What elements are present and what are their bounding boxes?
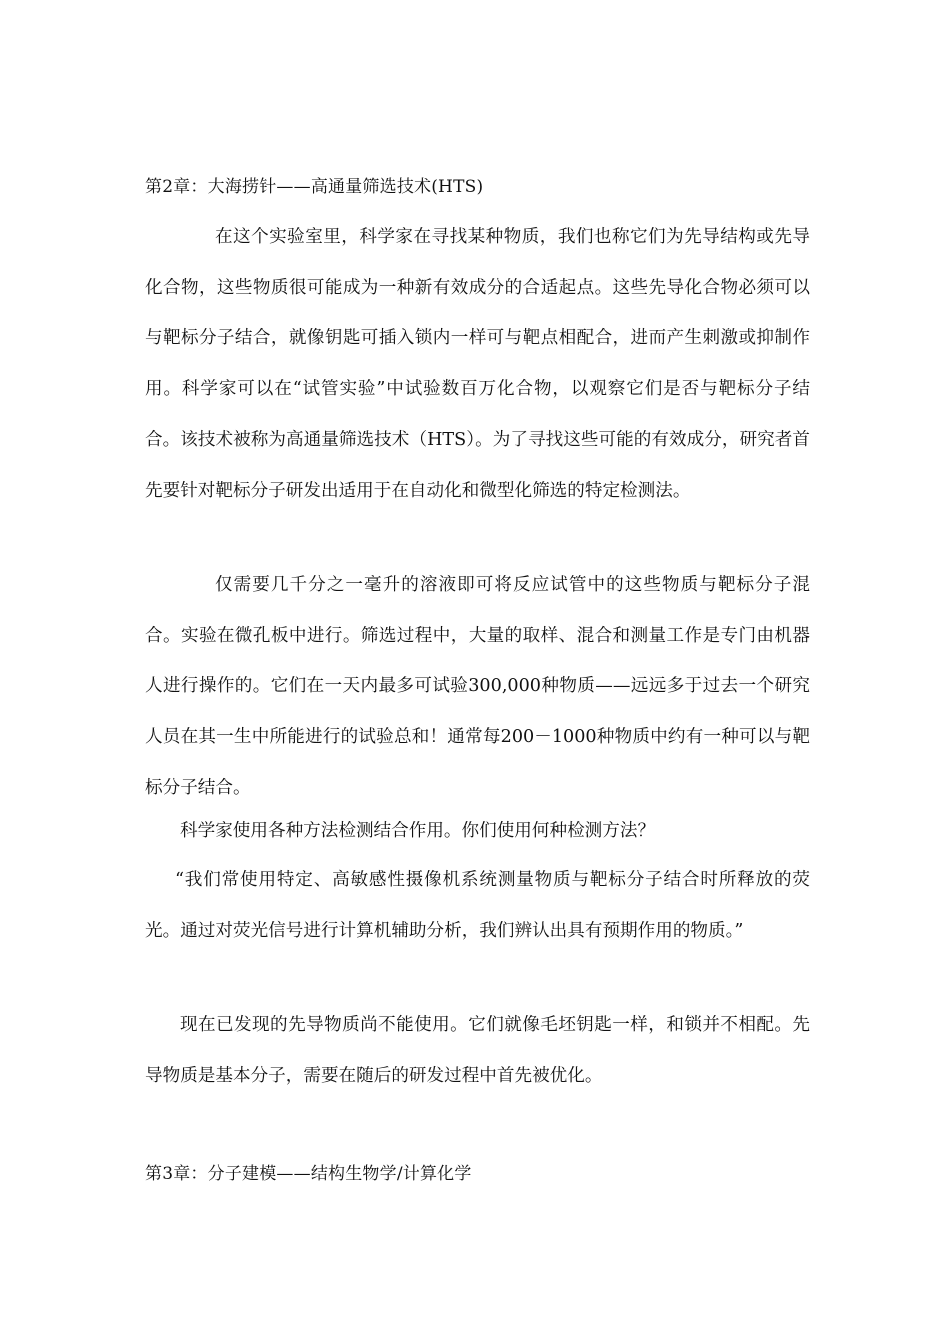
chapter-2-closing-paragraph: 现在已发现的先导物质尚不能使用。它们就像毛坯钥匙一样，和锁并不相配。先导物质是基本分子，需要在随后的研发过程中首先被优化。 (145, 1015, 810, 1086)
chapter-2-paragraph-2: 仅需要几千分之一毫升的溶液即可将反应试管中的这些物质与靶标分子混合。实验在微孔板中进行。筛选过程中，大量的取样、混合和测量工作是专门由机器人进行操作的。它们在一天内最多可试验300,000种物质——远远多于过去一个研究人员在其一生中所能进行的试验总和！通常每200－1000种物质中约有一种可以与靶标分子结合。 (145, 575, 810, 798)
chapter-2-heading: 第2章：大海捞针——高通量筛选技术(HTS) (145, 177, 484, 197)
interview-question: 科学家使用各种方法检测结合作用。你们使用何种检测方法？ (180, 821, 656, 841)
chapter-2-paragraph-1: 在这个实验室里，科学家在寻找某种物质，我们也称它们为先导结构或先导化合物，这些物质很可能成为一种新有效成分的合适起点。这些先导化合物必须可以与靶标分子结合，就像钥匙可插入锁内一样可与靶点相配合，进而产生刺激或抑制作用。科学家可以在“试管实验”中试验数百万化合物，以观察它们是否与靶标分子结合。该技术被称为高通量筛选技术（HTS）。为了寻找这些可能的有效成分，研究者首先要针对靶标分子研发出适用于在自动化和微型化筛选的特定检测法。 (145, 227, 810, 501)
chapter-3-heading: 第3章：分子建模——结构生物学/计算化学 (145, 1164, 472, 1184)
interview-answer: “我们常使用特定、高敏感性摄像机系统测量物质与靶标分子结合时所释放的荧光。通过对荧光信号进行计算机辅助分析，我们辨认出具有预期作用的物质。” (145, 870, 810, 941)
